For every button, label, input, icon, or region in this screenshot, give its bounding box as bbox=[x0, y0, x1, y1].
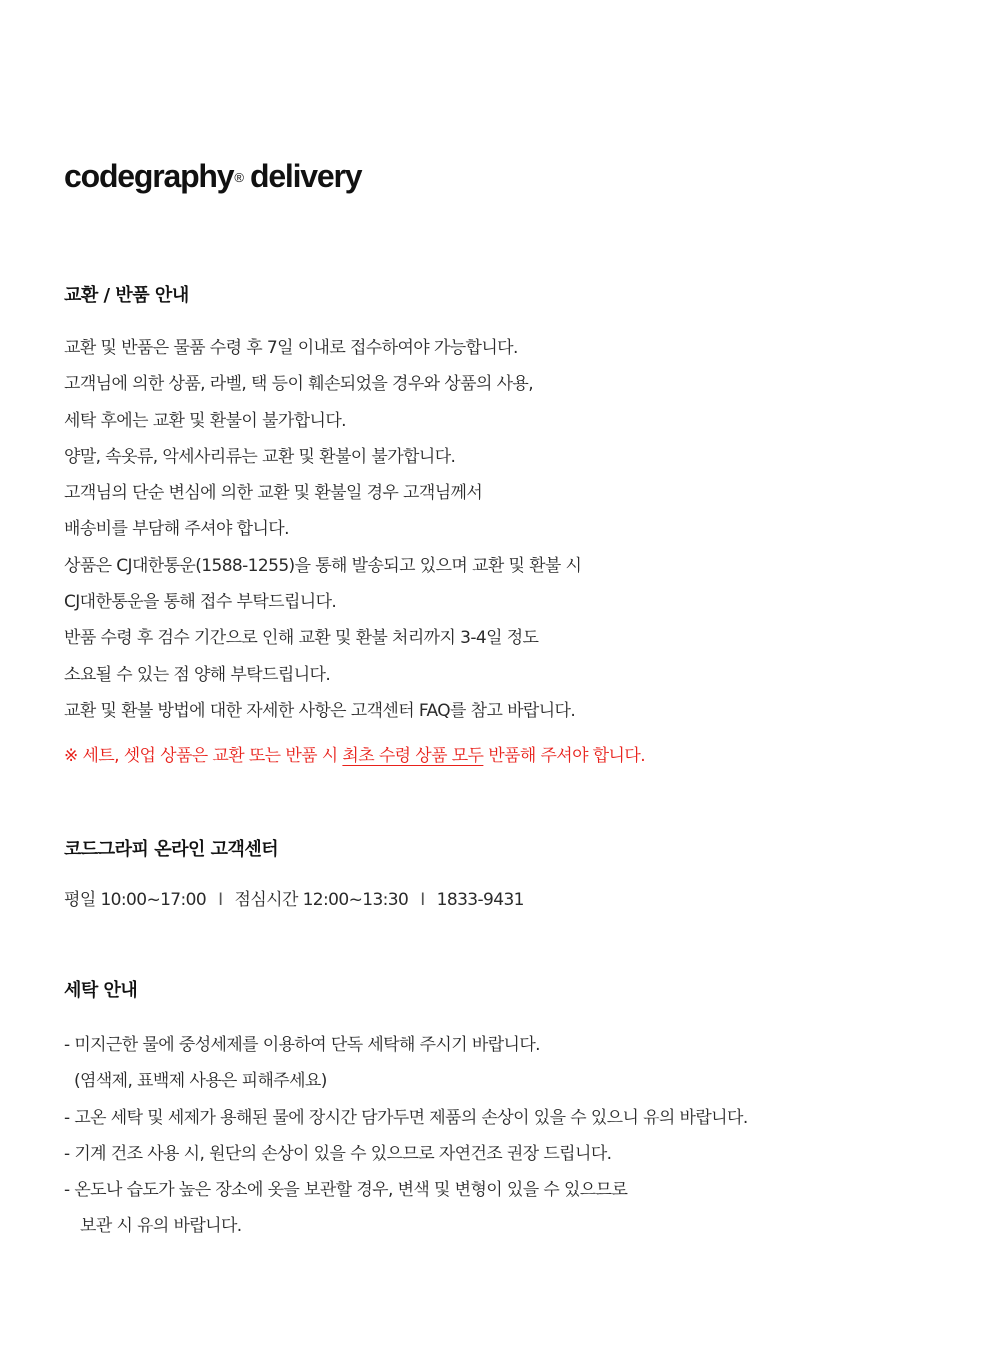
phone-number: 1833-9431 bbox=[436, 890, 524, 910]
hours-separator: I bbox=[420, 890, 425, 910]
notice-underlined-text: 최초 수령 상품 모두 bbox=[342, 746, 484, 766]
exchange-info-line: 소요될 수 있는 점 양해 부탁드립니다. bbox=[64, 664, 331, 685]
notice-text-start: ※ 세트, 셋업 상품은 교환 또는 반품 시 bbox=[64, 746, 343, 766]
exchange-info-line: CJ대한통운을 통해 접수 부탁드립니다. bbox=[64, 592, 337, 613]
customer-center-title: 코드그라피 온라인 고객센터 bbox=[64, 839, 279, 860]
exchange-info-line: 교환 및 환불 방법에 대한 자세한 사항은 고객센터 FAQ를 참고 바랍니다. bbox=[64, 700, 576, 721]
laundry-info-line: - 온도나 습도가 높은 장소에 옷을 보관할 경우, 변색 및 변형이 있을 수 있으므로 bbox=[64, 1180, 628, 1201]
laundry-info-line: - 기계 건조 사용 시, 원단의 손상이 있을 수 있으므로 자연건조 권장 드립니다. bbox=[64, 1143, 612, 1164]
brand-suffix: delivery bbox=[249, 158, 362, 194]
registered-mark: ® bbox=[234, 170, 244, 185]
laundry-info-list bbox=[64, 1027, 748, 1245]
laundry-info-line: - 미지근한 물에 중성세제를 이용하여 단독 세탁해 주시기 바랍니다. bbox=[64, 1035, 540, 1055]
exchange-info-line: 세탁 후에는 교환 및 환불이 불가합니다. bbox=[64, 410, 346, 431]
customer-center-hours bbox=[64, 884, 524, 916]
laundry-info-line: (염색제, 표백제 사용은 피해주세요) bbox=[74, 1071, 327, 1092]
brand-name: codegraphy bbox=[64, 158, 234, 194]
notice-text-end: 반품해 주셔야 합니다. bbox=[483, 746, 646, 766]
weekday-hours: 평일 10:00~17:00 bbox=[64, 890, 207, 910]
lunch-hours: 점심시간 12:00~13:30 bbox=[234, 890, 409, 910]
laundry-info-line: - 고온 세탁 및 세제가 용해된 물에 장시간 담가두면 제품의 손상이 있을 수 있으니 유의 바랍니다. bbox=[64, 1107, 748, 1128]
exchange-info-line: 양말, 속옷류, 악세사리류는 교환 및 환불이 불가합니다. bbox=[64, 446, 456, 467]
exchange-info-line: 상품은 CJ대한통운(1588-1255)을 통해 발송되고 있으며 교환 및 환불 시 bbox=[64, 555, 582, 576]
laundry-section-title: 세탁 안내 bbox=[64, 980, 138, 1001]
exchange-info-line: 배송비를 부담해 주셔야 합니다. bbox=[64, 519, 289, 540]
exchange-info-line: 반품 수령 후 검수 기간으로 인해 교환 및 환불 처리까지 3-4일 정도 bbox=[64, 628, 539, 649]
exchange-info-list bbox=[64, 330, 581, 729]
hours-separator: I bbox=[218, 890, 223, 910]
laundry-info-line: 보관 시 유의 바랍니다. bbox=[80, 1216, 242, 1237]
exchange-info-line: 고객님의 단순 변심에 의한 교환 및 환불일 경우 고객님께서 bbox=[64, 483, 483, 504]
set-return-notice bbox=[64, 740, 645, 772]
exchange-info-line: 고객님에 의한 상품, 라벨, 택 등이 훼손되었을 경우와 상품의 사용, bbox=[64, 374, 534, 395]
exchange-section-title: 교환 / 반품 안내 bbox=[64, 285, 189, 306]
brand-logo bbox=[64, 152, 361, 200]
exchange-info-line: 교환 및 반품은 물품 수령 후 7일 이내로 접수하여야 가능합니다. bbox=[64, 338, 518, 358]
